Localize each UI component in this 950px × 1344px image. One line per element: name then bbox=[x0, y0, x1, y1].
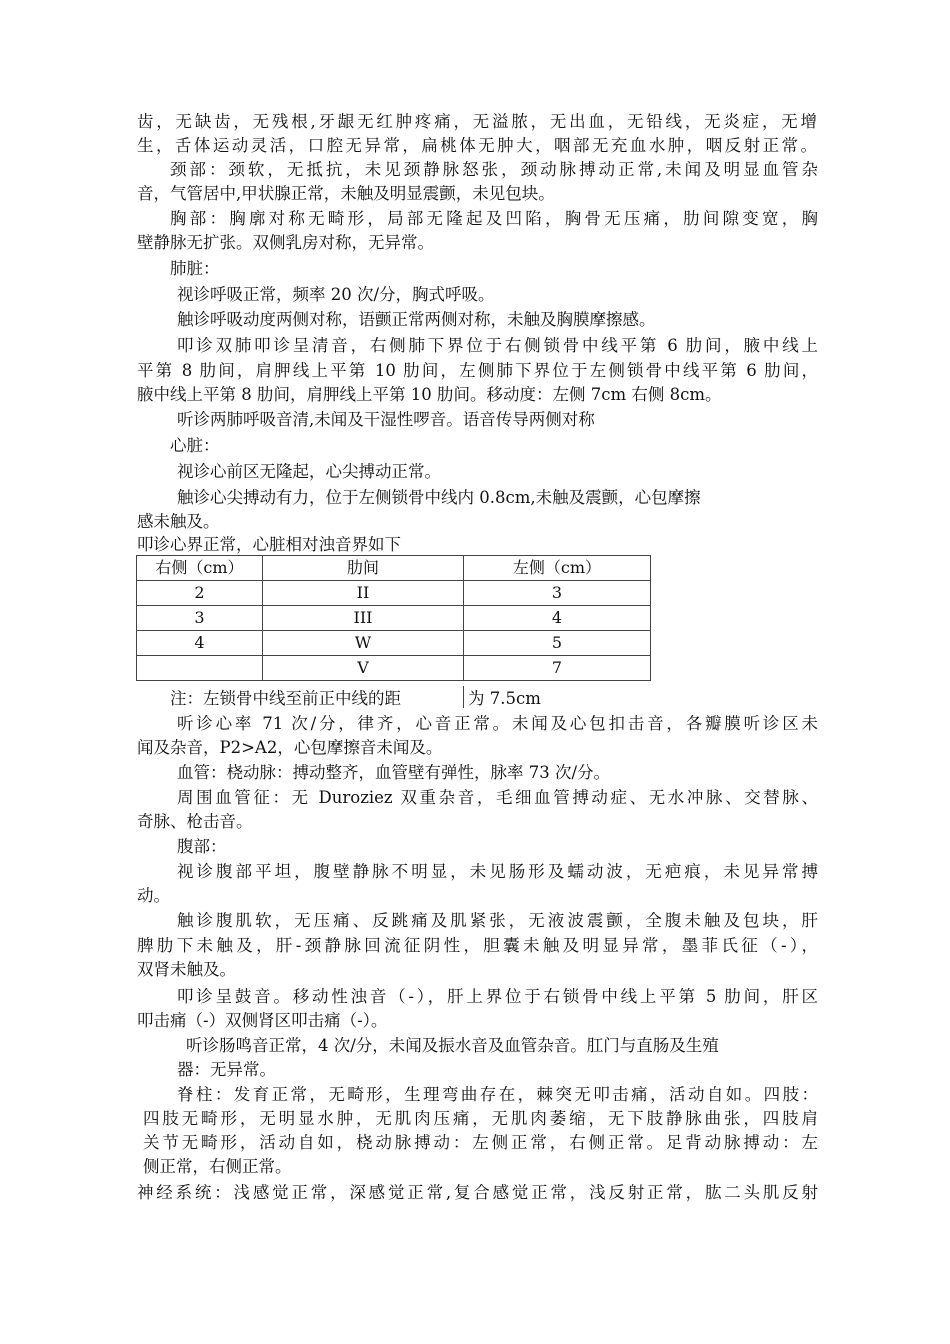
table-cell: 4 bbox=[137, 631, 263, 656]
cardiac-dullness-table bbox=[136, 555, 651, 681]
text-line: 视诊心前区无隆起，心尖搏动正常。 bbox=[177, 462, 441, 481]
section-heading: 肺脏： bbox=[170, 259, 220, 278]
text-line: 周围血管征：无 Duroziez 双重杂音，毛细血管搏动症、无水冲脉、交替脉、 bbox=[177, 788, 818, 807]
table-cell: 5 bbox=[464, 631, 651, 656]
text-line: 叩诊双肺叩诊呈清音，右侧肺下界位于右侧锁骨中线平第 6 肋间，腋中线上 bbox=[177, 336, 818, 355]
table-border-fragment bbox=[463, 686, 464, 708]
text-line: 听诊两肺呼吸音清,未闻及干湿性啰音。语音传导两侧对称 bbox=[177, 410, 595, 429]
table-row bbox=[137, 631, 651, 656]
text-line: 平第 8 肋间，肩胛线上平第 10 肋间，左侧肺下界位于左侧锁骨中线平第 6 肋间， bbox=[137, 361, 818, 380]
text-line: 脊柱：发育正常，无畸形，生理弯曲存在，棘突无叩击痛，活动自如。四肢： bbox=[177, 1085, 818, 1104]
text-line: 四肢无畸形，无明显水肿，无肌肉压痛，无肌肉萎缩，无下肢静脉曲张，四肢肩 bbox=[143, 1109, 818, 1128]
table-cell: II bbox=[263, 581, 464, 606]
text-line: 触诊呼吸动度两侧对称，语颤正常两侧对称，未触及胸膜摩擦感。 bbox=[177, 310, 656, 329]
text-line: 叩诊心界正常，心脏相对浊音界如下 bbox=[137, 535, 401, 554]
text-line: 视诊腹部平坦，腹壁静脉不明显，未见肠形及蠕动波，无疤痕，未见异常搏 bbox=[177, 862, 818, 881]
text-line: 脾肋下未触及，肝-颈静脉回流征阴性，胆囊未触及明显异常，墨菲氏征（-）， bbox=[137, 936, 818, 955]
table-header-cell: 右侧（cm） bbox=[137, 556, 263, 581]
section-heading: 心脏： bbox=[170, 436, 220, 455]
text-line: 胸部：胸廓对称无畸形，局部无隆起及凹陷，胸骨无压痛，肋间隙变宽，胸 bbox=[170, 209, 818, 228]
table-note: 注：左锁骨中线至前正中线的距 bbox=[170, 689, 401, 708]
text-line: 侧正常，右侧正常。 bbox=[143, 1157, 292, 1176]
text-line: 叩击痛（-）双侧肾区叩击痛（-）。 bbox=[137, 1011, 388, 1030]
text-line: 听诊心率 71 次/分，律齐，心音正常。未闻及心包扣击音，各瓣膜听诊区未 bbox=[177, 714, 818, 733]
text-line: 腋中线上平第 8 肋间，肩胛线上平第 10 肋间。移动度：左侧 7cm 右侧 8cm。 bbox=[137, 385, 722, 404]
text-line: 听诊肠鸣音正常，4 次/分，未闻及振水音及血管杂音。肛门与直肠及生殖 bbox=[186, 1036, 719, 1055]
table-cell bbox=[137, 656, 263, 681]
text-line: 视诊呼吸正常，频率 20 次/分，胸式呼吸。 bbox=[177, 285, 495, 304]
table-cell: V bbox=[263, 656, 464, 681]
text-line: 触诊腹肌软，无压痛、反跳痛及肌紧张，无液波震颤，全腹未触及包块，肝 bbox=[177, 911, 818, 930]
text-line: 壁静脉无扩张。双侧乳房对称，无异常。 bbox=[137, 233, 434, 252]
table-cell: 3 bbox=[137, 606, 263, 631]
text-line: 音，气管居中,甲状腺正常，未触及明显震颤，未见包块。 bbox=[137, 184, 555, 203]
table-row bbox=[137, 581, 651, 606]
text-line: 奇脉、枪击音。 bbox=[137, 812, 253, 831]
table-cell: 2 bbox=[137, 581, 263, 606]
table-header-cell: 左侧（cm） bbox=[464, 556, 651, 581]
table-note-value: 为 7.5cm bbox=[468, 689, 541, 708]
text-line: 齿，无缺齿，无残根,牙龈无红肿疼痛，无溢脓，无出血，无铅线，无炎症，无增 bbox=[137, 112, 817, 131]
table-row bbox=[137, 656, 651, 681]
text-line: 颈部：颈软，无抵抗，未见颈静脉怒张，颈动脉搏动正常,未闻及明显血管杂 bbox=[170, 160, 818, 179]
text-line: 叩诊呈鼓音。移动性浊音（-），肝上界位于右锁骨中线上平第 5 肋间，肝区 bbox=[177, 987, 818, 1006]
text-line: 动。 bbox=[137, 886, 170, 905]
table-cell: 7 bbox=[464, 656, 651, 681]
text-line: 感未触及。 bbox=[137, 512, 220, 531]
table-cell: 3 bbox=[464, 581, 651, 606]
text-line: 双肾未触及。 bbox=[137, 960, 236, 979]
text-line: 血管：桡动脉：搏动整齐，血管壁有弹性，脉率 73 次/分。 bbox=[177, 763, 611, 782]
table-header-cell: 肋间 bbox=[263, 556, 464, 581]
table-cell: W bbox=[263, 631, 464, 656]
section-heading: 腹部： bbox=[177, 837, 227, 856]
text-line: 关节无畸形，活动自如，桡动脉搏动：左侧正常，右侧正常。足背动脉搏动：左 bbox=[143, 1133, 818, 1152]
table-row bbox=[137, 606, 651, 631]
table-cell: III bbox=[263, 606, 464, 631]
text-line: 神经系统：浅感觉正常，深感觉正常,复合感觉正常，浅反射正常，肱二头肌反射 bbox=[137, 1183, 818, 1202]
text-line: 器：无异常。 bbox=[177, 1060, 276, 1079]
text-line: 闻及杂音，P2>A2，心包摩擦音未闻及。 bbox=[137, 738, 443, 757]
text-line: 触诊心尖搏动有力，位于左侧锁骨中线内 0.8cm,未触及震颤，心包摩擦 bbox=[177, 488, 701, 507]
text-line: 生，舌体运动灵活，口腔无异常，扁桃体无肿大，咽部无充血水肿，咽反射正常。 bbox=[137, 136, 817, 155]
table-cell: 4 bbox=[464, 606, 651, 631]
table-header-row bbox=[137, 556, 651, 581]
